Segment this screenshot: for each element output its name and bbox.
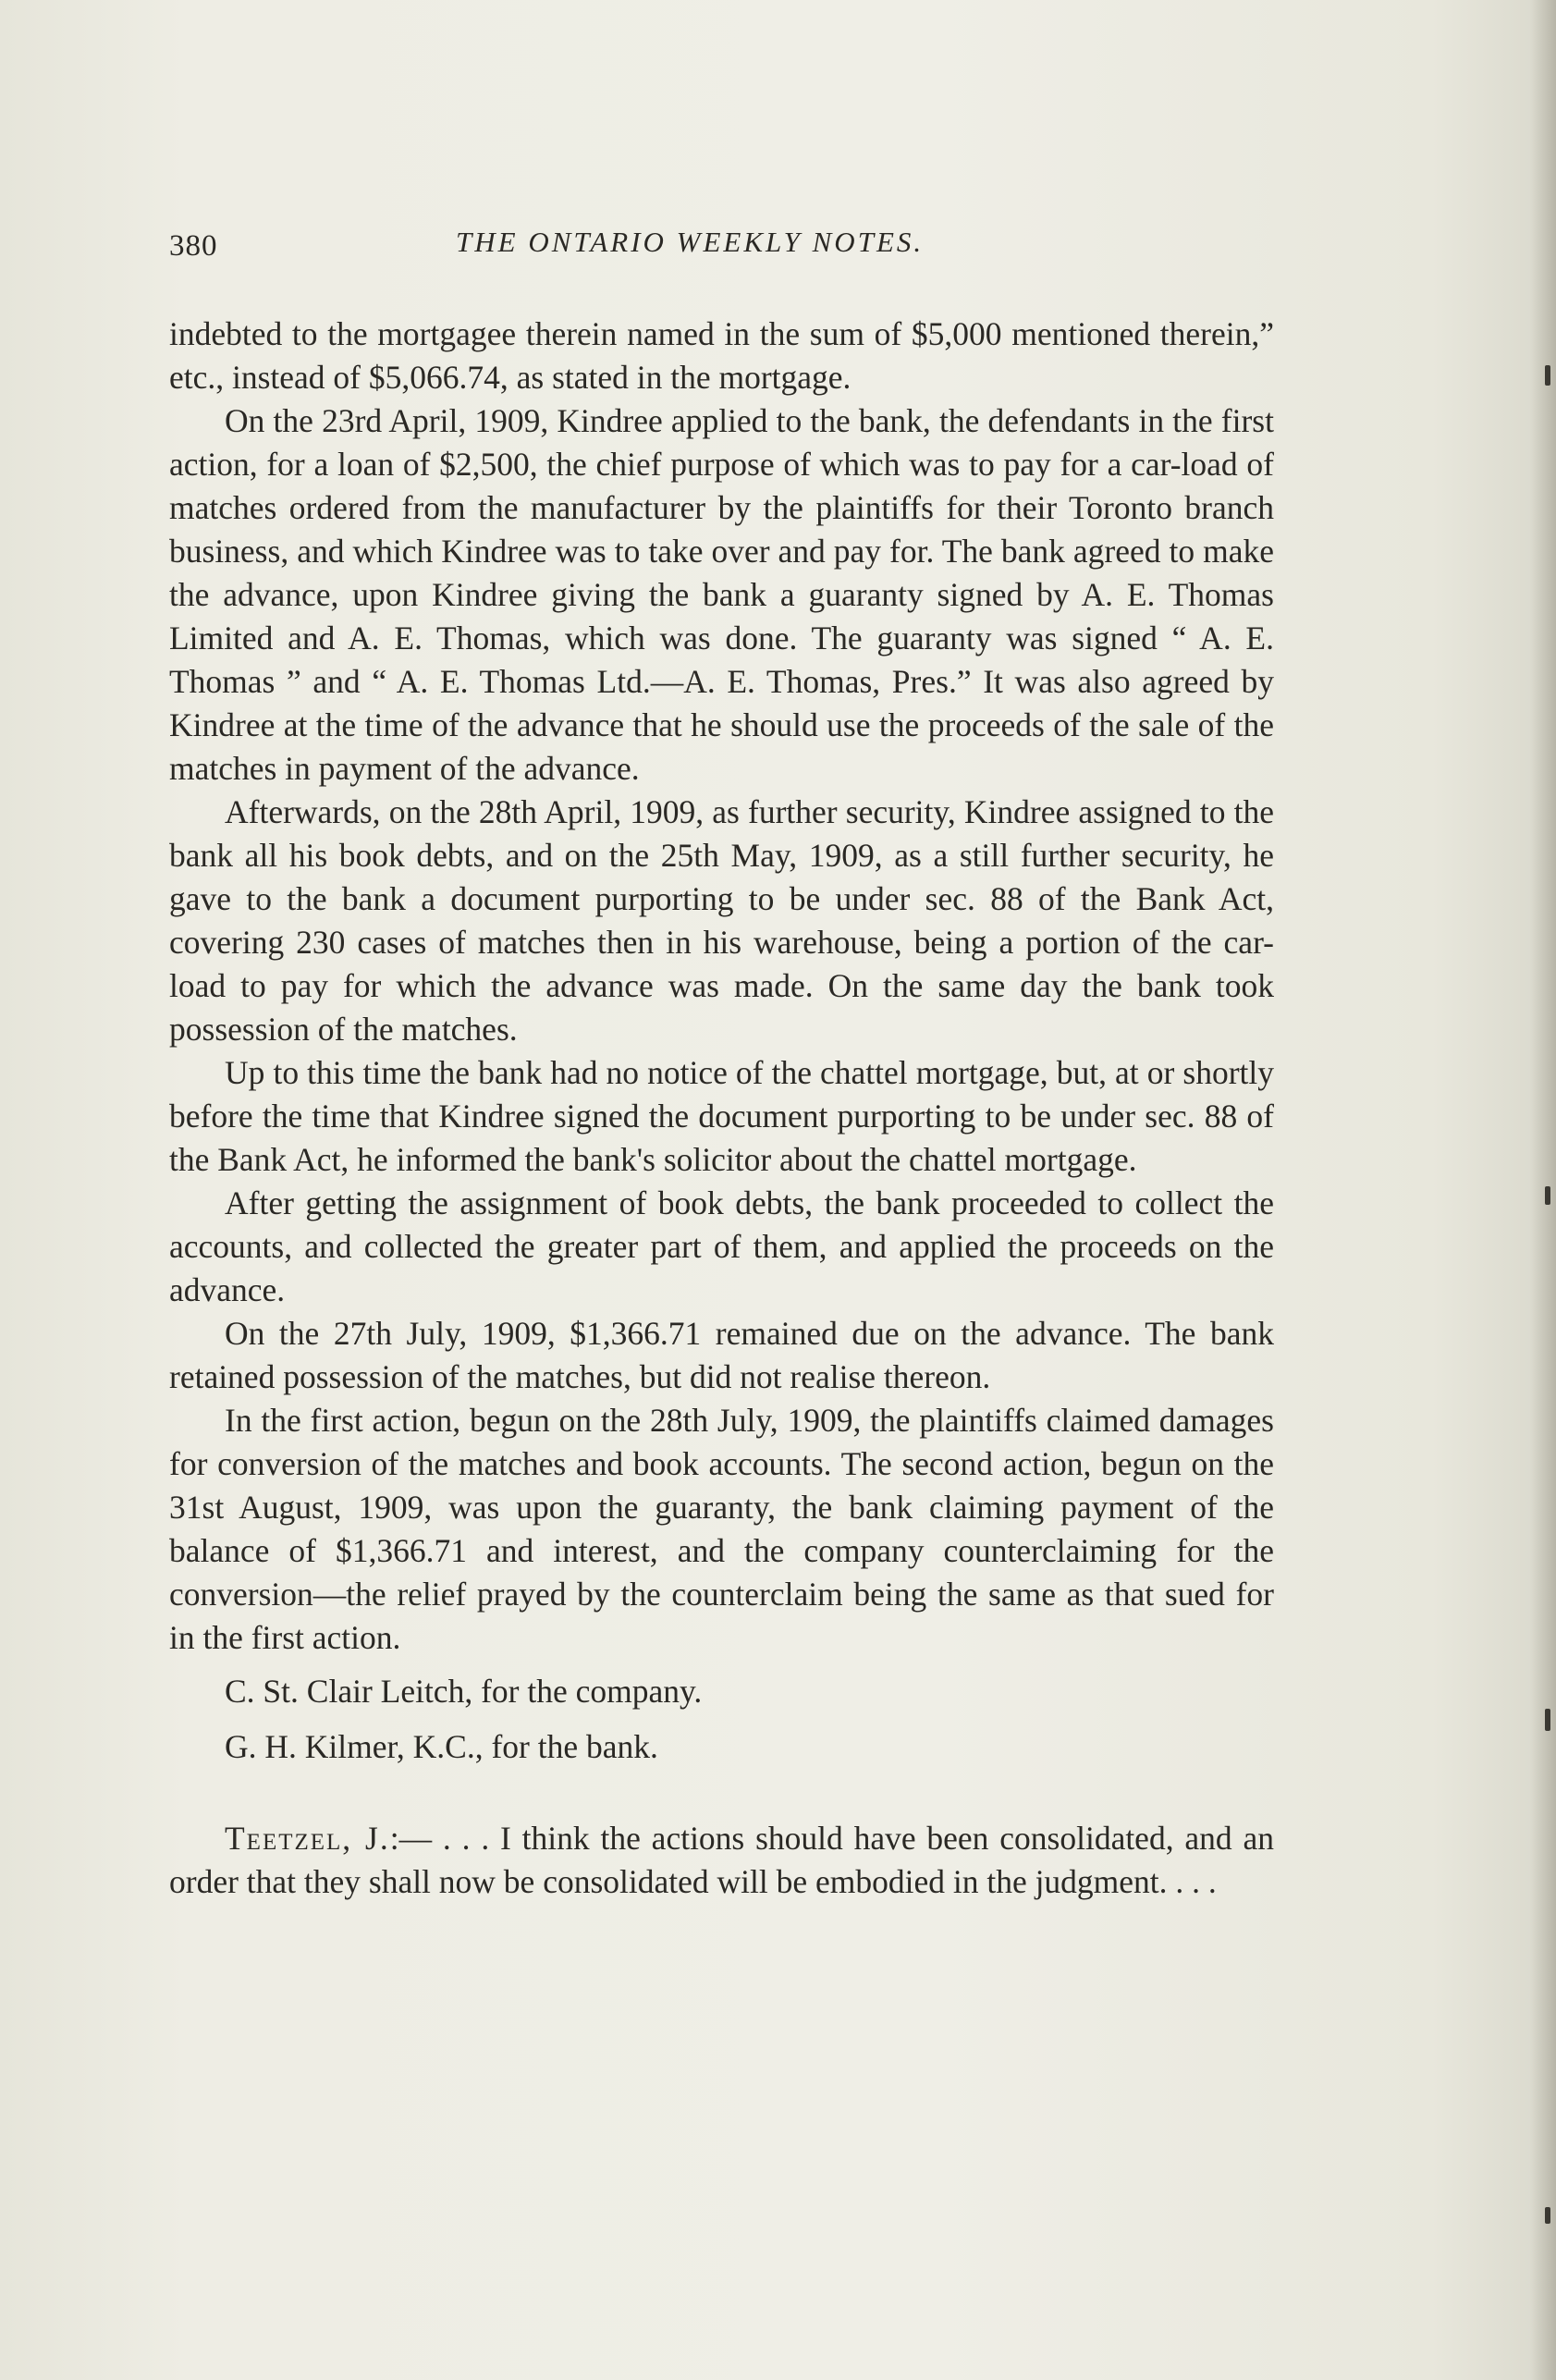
judge-name: Teetzel, J. <box>225 1820 390 1857</box>
paragraph: Up to this time the bank had no notice of the chattel mortgage, but, at or shortly before the time that Kindree signed the document purporting to be under sec. 88 of the Bank Act, he informed the bank's solicitor about the chattel mortgage. <box>169 1054 1274 1178</box>
page-edge-shadow <box>1530 0 1556 2380</box>
paragraph: After getting the assignment of book debts, the bank proceeded to collect the accounts, and collected the greater part of them, and applied the proceeds on the advance. <box>169 1184 1274 1308</box>
running-title: THE ONTARIO WEEKLY NOTES. <box>456 226 925 258</box>
body-text <box>169 313 1274 1904</box>
counsel-line: G. H. Kilmer, K.C., for the bank. <box>225 1728 658 1765</box>
margin-mark <box>1545 1186 1550 1205</box>
paragraph: On the 23rd April, 1909, Kindree applied to the bank, the defendants in the first action, for a loan of $2,500, the chief purpose of which was to pay for a car-load of matches ordered from the manufacturer by the plaintiffs for their Toronto branch business, and which Kindree was to take over and pay for. The bank agreed to make the advance, upon Kindree giving the bank a guaranty signed by A. E. Thomas Limited and A. E. Thomas, which was done. The guaranty was signed “ A. E. Thomas ” and “ A. E. Thomas Ltd.—A. E. Thomas, Pres.” It was also agreed by Kindree at the time of the advance that he should use the proceeds of the sale of the matches in payment of the advance. <box>169 402 1274 787</box>
judgment-paragraph <box>169 1817 1274 1904</box>
margin-mark <box>1545 2207 1550 2224</box>
paragraph: On the 27th July, 1909, $1,366.71 remained due on the advance. The bank retained possession of the matches, but did not realise thereon. <box>169 1315 1274 1395</box>
margin-mark <box>1545 365 1550 386</box>
page-number: 380 <box>169 229 218 263</box>
paragraph: Afterwards, on the 28th April, 1909, as further security, Kindree assigned to the bank all his book debts, and on the 25th May, 1909, as a still further security, he gave to the bank a document purporting to be under sec. 88 of the Bank Act, covering 230 cases of matches then in his warehouse, being a portion of the car-load to pay for which the advance was made. On the same day the bank took possession of the matches. <box>169 793 1274 1048</box>
paragraph: indebted to the mortgagee therein named in the sum of $5,000 mentioned therein,” etc., instead of $5,066.74, as stated in the mortgage. <box>169 315 1274 396</box>
paragraph: In the first action, begun on the 28th July, 1909, the plaintiffs claimed damages for conversion of the matches and book accounts. The second action, begun on the 31st August, 1909, was upon the guaranty, the bank claiming payment of the balance of $1,366.71 and interest, and the company counterclaiming for the conversion—the relief prayed by the counterclaim being the same as that sued for in the first action. <box>169 1402 1274 1656</box>
judgment-text: :— . . . I think the actions should have been consolidated, and an order that they shall now be consolidated will be embodied in the judgment. . . . <box>169 1820 1274 1900</box>
page-header <box>169 222 1274 277</box>
counsel-line: C. St. Clair Leitch, for the company. <box>225 1673 703 1710</box>
margin-mark <box>1545 1709 1550 1731</box>
